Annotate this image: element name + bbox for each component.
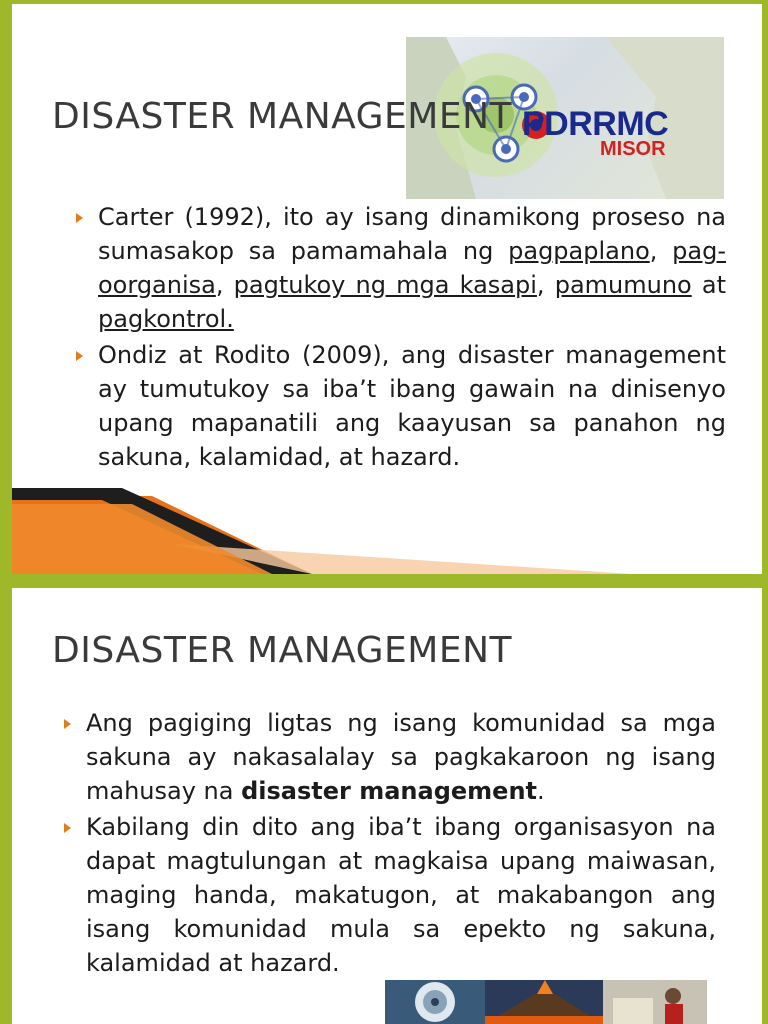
rescue-photo-icon	[603, 980, 707, 1024]
disaster-photo-strip	[385, 980, 707, 1024]
volcano-photo-icon	[485, 980, 603, 1024]
slide-1	[12, 4, 762, 574]
logo-text: PDRRMC	[522, 105, 669, 143]
slide-2-title: DISASTER MANAGEMENT	[52, 630, 513, 671]
term-pamumuno: pamumuno	[554, 271, 692, 299]
slide-1-title: DISASTER MANAGEMENT	[52, 96, 513, 137]
separator: ,	[649, 237, 673, 265]
bullet-arrow-icon	[76, 351, 83, 361]
separator: ,	[215, 271, 234, 299]
term-disaster-management: disaster management	[241, 777, 538, 805]
slide-2	[12, 588, 762, 1024]
term-pagtukoy: pagtukoy ng mga kasapi	[233, 271, 537, 299]
bullet-text: Carter (1992), ito ay isang dinamikong proseso na sumasakop sa pamamahala ng	[98, 203, 726, 265]
slide-2-bullets	[62, 706, 716, 982]
slide-1-bullets	[74, 200, 726, 476]
term-pagpaplano: pagpaplano	[508, 237, 650, 265]
bullet-text: Ondiz at Rodito (2009), ang disaster management ay tumutukoy sa iba’t ibang gawain na dinisenyo upang mapanatili ang kaayusan sa panahon ng sakuna, kalamidad, at hazard.	[98, 341, 726, 471]
decorative-swoosh	[12, 474, 762, 574]
bullet-text: Kabilang din dito ang iba’t ibang organisasyon na dapat magtulungan at magkaisa upang maiwasan, maging handa, makatugon, at makabangon ang isang komunidad mula sa epekto ng sakuna, kalamidad at hazard.	[86, 813, 716, 977]
bullet-ondiz	[74, 338, 726, 474]
bullet-arrow-icon	[64, 823, 71, 833]
bullet-text-end: .	[537, 777, 545, 805]
logo-subtext: MISOR	[600, 138, 666, 160]
separator: at	[691, 271, 726, 299]
bullet-arrow-icon	[76, 213, 83, 223]
bullet-pagiging-ligtas	[62, 706, 716, 808]
bullet-arrow-icon	[64, 719, 71, 729]
separator: ,	[536, 271, 555, 299]
term-pag-oorganisa: pag-oorganisa	[98, 237, 726, 299]
term-pagkontrol: pagkontrol.	[98, 305, 234, 333]
bullet-kabilang	[62, 810, 716, 980]
bullet-text: Ang pagiging ligtas ng isang komunidad sa mga sakuna ay nakasalalay sa pagkakaroon ng isang mahusay na	[86, 709, 716, 805]
bullet-carter	[74, 200, 726, 336]
typhoon-photo-icon	[385, 980, 485, 1024]
